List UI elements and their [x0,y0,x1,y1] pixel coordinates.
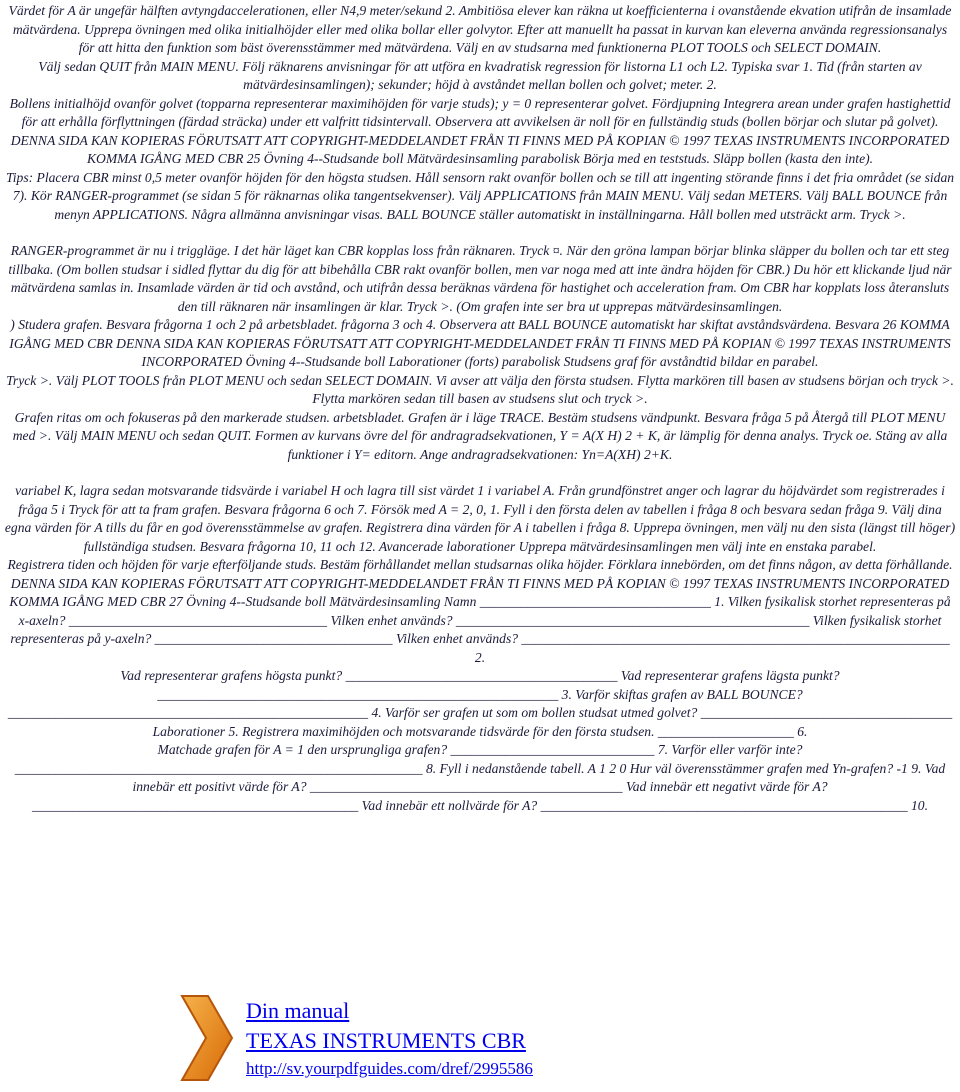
paragraph: Registrera tiden och höjden för varje efterföljande studs. Bestäm förhållandet mellan studsarnas olika höjder. Förklara innebörden, om det finns någon, av detta förhållande. DENNA SIDA KAN KOPIERAS FÖRUTSATT ATT COPYRIGHT-MEDDELANDET FRÅN TI FINNS MED PÅ KOPIAN © 1997 TEXAS INSTRUMENTS INCORPORATED KOMMA IGÅNG MED CBR 27 Övning 4--Studsande boll Mätvärdesinsamling Namn __________________________________ 1. Vilken fysikalisk storhet representeras på x-axeln? ______________________________________ Vilken enhet används? ____________________________________________________ Vilken fysikalisk storhet representeras på y-axeln? ___________________________________ Vilken enhet används? _______________________________________________________________ [7,557,953,646]
document-body [4,2,956,815]
manual-link[interactable]: Din manual [246,998,350,1023]
paragraph: Tips: Placera CBR minst 0,5 meter ovanför höjden för den högsta studsen. Håll sensorn rakt ovanför bollen och se till att ingenting störande finns i det fria området (se sidan 7). Kör RANGER-programmet (se sidan 5 för räknarnas olika tangentsekvenser). Välj APPLICATIONS från MAIN MENU. Välj sedan METERS. Välj BALL BOUNCE från menyn APPLICATIONS. Några allmänna anvisningar visas. BALL BOUNCE ställer automatiskt in inställningarna. Håll bollen med utsträckt arm. Tryck >. [5,169,955,222]
paragraph: Bollens initialhöjd ovanför golvet (topparna representerar maximihöjden för varje studs); y = 0 representerar golvet. Fördjupning Integrera arean under grafen hastighettid för att erhålla förflyttningen (färdad sträcka) under ett valfritt tidsintervall. Observera att avvikelsen är noll för en fullständig studs (bollen börjar och slutar på golvet). DENNA SIDA KAN KOPIERAS FÖRUTSATT ATT COPYRIGHT-MEDDELANDET FRÅN TI FINNS MED PÅ KOPIAN © 1997 TEXAS INSTRUMENTS INCORPORATED KOMMA IGÅNG MED CBR 25 Övning 4--Studsande boll Mätvärdesinsamling parabolisk Börja med en teststuds. Släpp bollen (kasta den inte). [9,95,951,166]
manual-footer [176,992,616,1088]
paragraph: Grafen ritas om och fokuseras på den markerade studsen. arbetsbladet. Grafen är i läge TRACE. Bestäm studsens vändpunkt. Besvara fråga 5 på Återgå till PLOT MENU med >. Välj MAIN MENU och sedan QUIT. Formen av kurvans övre del för andragradsekvationen, Y = A(X H) 2 + K, är lämplig för denna analys. Tryck oe. Stäng av alla funktioner i Y= editorn. Ange andragradsekvationen: Yn=A(XH) 2+K. [12,409,948,462]
spacer [4,464,956,482]
product-link[interactable]: TEXAS INSTRUMENTS CBR [246,1028,526,1053]
paragraph: ) Studera grafen. Besvara frågorna 1 och 2 på arbetsbladet. frågorna 3 och 4. Observera att BALL BOUNCE automatiskt har skiftat avståndsvärdena. Besvara 26 KOMMA IGÅNG MED CBR DENNA SIDA KAN KOPIERAS FÖRUTSATT ATT COPYRIGHT-MEDDELANDET FRÅN TI FINNS MED PÅ KOPIAN © 1997 TEXAS INSTRUMENTS INCORPORATED Övning 4--Studsande boll Laborationer (forts) parabolisk Studsens graf för avståndtid bildar en parabel. [9,317,951,369]
question-number: 2. [474,649,486,665]
orange-arrow-icon [176,992,236,1084]
spacer [4,224,956,242]
paragraph: RANGER-programmet är nu i triggläge. I det här läget kan CBR kopplas loss från räknaren. Tryck ¤. När den gröna lampan börjar blinka släpper du bollen och tar ett steg tillbaka. (Om bollen studsar i sidled flyttar du dig för att bibehålla CBR rakt ovanför bollen, men var noga med att inte ändra höjden för CBR.) Du hör ett klickande ljud när mätvärdena samlas in. Insamlade värden är tid och avstånd, och utifrån dessa beräknas värdena för hastighet och acceleration fram. Om CBR har kopplats loss återansluts den till räknaren när insamlingen är klar. Tryck >. (Om grafen inte ser bra ut upprepas mätvärdesinsamlingen. [8,243,952,314]
paragraph: Vad representerar grafens högsta punkt? ________________________________________ Vad representerar grafens lägsta punkt? ___________________________________________________________ 3. Varför skiftas grafen av BALL BOUNCE? _____________________________________________________ 4. Varför ser grafen ut som om bollen studsat utmed golvet? _____________________________________ Laborationer 5. Registrera maximihöjden och motsvarande tidsvärde för den första studsen. ____________________ 6. [7,668,953,739]
paragraph: Välj sedan QUIT från MAIN MENU. Följ räknarens anvisningar för att utföra en kvadratisk regression för listorna L1 och L2. Typiska svar 1. Tid (från starten av mätvärdesinsamlingen); sekunder; höjd à avståndet mellan bollen och golvet; meter. 2. [38,58,922,92]
paragraph: Tryck >. Välj PLOT TOOLS från PLOT MENU och sedan SELECT DOMAIN. Vi avser att välja den första studsen. Flytta markören till basen av studsens början och tryck >. Flytta markören sedan till basen av studsens slut och tryck >. [6,372,954,406]
paragraph: Värdet för A är ungefär hälften avtyngdaccelerationen, eller N4,9 meter/sekund 2. Ambitiösa elever kan räkna ut koefficienterna i ovanstående ekvation utifrån de insamlade mätvärdena. Upprepa övningen med olika initialhöjder eller med olika bollar eller golvytor. Efter att manuellt ha passat in kurvan kan eleverna använda regressionsanalys för att hitta den funktion som bäst överensstämmer med mätvärdena. Välj en av studsarna med funktionerna PLOT TOOLS och SELECT DOMAIN. [8,3,952,55]
url-link[interactable]: http://sv.yourpdfguides.com/dref/2995586 [246,1059,533,1078]
paragraph: Matchade grafen för A = 1 den ursprungliga grafen? ______________________________ 7. Varför eller varför inte? ____________________________________________________________ 8. Fyll i nedanstående tabell. A 1 2 0 Hur väl överensstämmer grafen med Yn-grafen? -1 9. Vad innebär ett positivt värde för A? ______________________________________________ Vad innebär ett negativt värde för A? ________________________________________________ Vad innebär ett nollvärde för A? ______________________________________________________ 10. [14,742,946,813]
paragraph: variabel K, lagra sedan motsvarande tidsvärde i variabel H och lagra till sist värdet 1 i variabel A. Från grundfönstret anger och lagrar du höjdvärdet som registrerades i fråga 5 i Tryck för att ta fram grafen. Besvara frågorna 6 och 7. Försök med A = 2, 0, 1. Fyll i den första delen av tabellen i fråga 8 och besvara sedan fråga 9. Välj dina egna värden för A tills du får en god överensstämmelse av grafen. Registrera dina värden för A i tabellen i fråga 8. Upprepa övningen, men välj nu den sista (längst till höger) fullständiga studsen. Besvara frågorna 10, 11 och 12. Avancerade laborationer Upprepa mätvärdesinsamlingen men välj inte en enstaka parabel. [4,483,956,554]
